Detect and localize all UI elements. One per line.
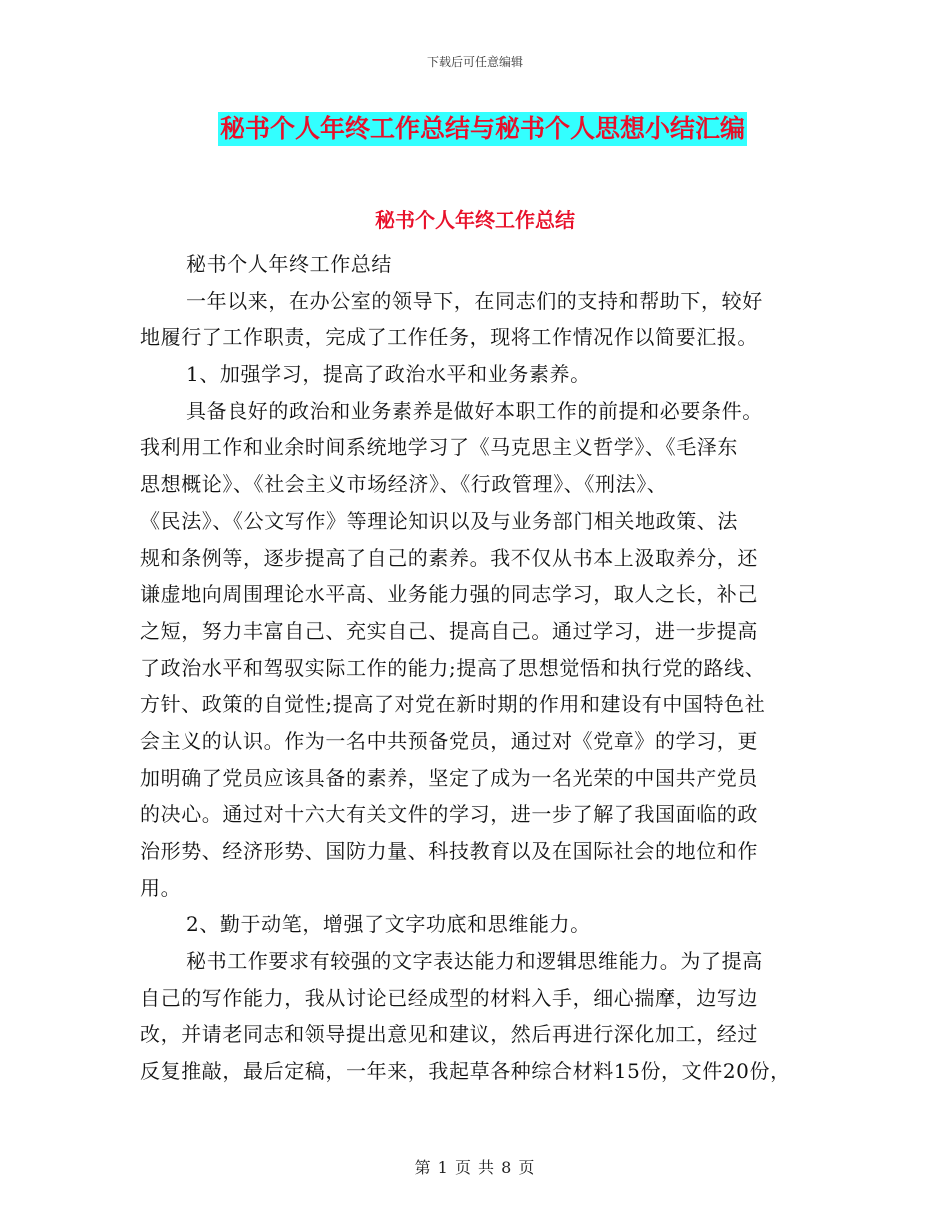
section-title: 秘书个人年终工作总结 — [375, 208, 575, 232]
paragraph-line: 《民法》、《公文写作》等理论知识以及与业务部门相关地政策、法 — [140, 508, 738, 533]
paragraph-line: 会主义的认识。作为一名中共预备党员，通过对《党章》的学习，更 — [140, 728, 758, 753]
page-number-footer: 第 1 页 共 8 页 — [414, 1158, 536, 1177]
paragraph-line: 我利用工作和业余时间系统地学习了《马克思主义哲学》、《毛泽东 — [140, 435, 738, 460]
document-body — [140, 246, 815, 1090]
header-note: 下载后可任意编辑 — [426, 55, 523, 69]
paragraph-line: 一年以来，在办公室的领导下，在同志们的支持和帮助下，较好 — [186, 288, 763, 313]
paragraph-line: 思想概论》、《社会主义市场经济》、《行政管理》、《刑法》、 — [140, 472, 668, 497]
paragraph-line: 地履行了工作职责，完成了工作任务，现将工作情况作以简要汇报。 — [140, 325, 758, 350]
paragraph-line: 秘书工作要求有较强的文字表达能力和逻辑思维能力。为了提高 — [186, 949, 763, 974]
paragraph-line: 规和条例等，逐步提高了自己的素养。我不仅从书本上汲取养分，还 — [140, 545, 758, 570]
paragraph-line: 具备良好的政治和业务素养是做好本职工作的前提和必要条件。 — [186, 398, 763, 423]
paragraph-line: 方针、政策的自觉性;提高了对党在新时期的作用和建设有中国特色社 — [140, 692, 766, 717]
paragraph-line: 治形势、经济形势、国防力量、科技教育以及在国际社会的地位和作 — [140, 839, 758, 863]
paragraph-line: 了政治水平和驾驭实际工作的能力;提高了思想觉悟和执行党的路线、 — [140, 655, 766, 680]
paragraph-line: 秘书个人年终工作总结 — [186, 252, 392, 276]
paragraph-line: 反复推敲，最后定稿，一年来，我起草各种综合材料15份，文件20份， — [140, 1059, 791, 1084]
paragraph-line: 用。 — [140, 875, 182, 900]
paragraph-line: 的决心。通过对十六大有关文件的学习，进一步了解了我国面临的政 — [140, 802, 758, 827]
paragraph-line: 自己的写作能力，我从讨论已经成型的材料入手，细心揣摩，边写边 — [140, 985, 758, 1010]
paragraph-line: 谦虚地向周围理论水平高、业务能力强的同志学习，取人之长，补己 — [140, 582, 758, 607]
document-title: 秘书个人年终工作总结与秘书个人思想小结汇编 — [218, 112, 747, 146]
paragraph-line: 2、勤于动笔，增强了文字功底和思维能力。 — [186, 912, 591, 937]
paragraph-line: 改，并请老同志和领导提出意见和建议，然后再进行深化加工，经过 — [140, 1022, 758, 1047]
paragraph-line: 1、加强学习，提高了政治水平和业务素养。 — [186, 362, 591, 387]
paragraph-line: 之短，努力丰富自己、充实自己、提高自己。通过学习，进一步提高 — [140, 618, 758, 643]
paragraph-line: 加明确了党员应该具备的素养，坚定了成为一名光荣的中国共产党员 — [140, 765, 758, 790]
